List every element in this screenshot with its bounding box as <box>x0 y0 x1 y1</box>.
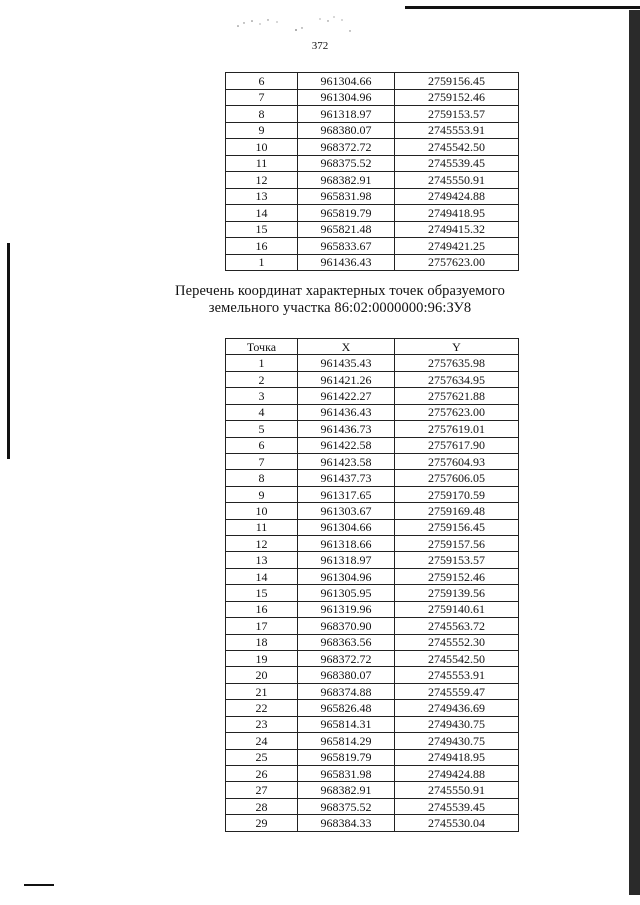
cell-point: 14 <box>226 568 298 584</box>
cell-x: 968382.91 <box>298 782 395 798</box>
table-row <box>226 733 519 749</box>
cell-y: 2759169.48 <box>395 503 519 519</box>
table-row <box>226 122 519 139</box>
cell-point: 15 <box>226 221 298 238</box>
coordinates-table-continued <box>225 72 519 271</box>
cell-point: 23 <box>226 716 298 732</box>
cell-y: 2745530.04 <box>395 815 519 831</box>
table-row <box>226 536 519 552</box>
table-row <box>226 404 519 420</box>
cell-x: 961318.97 <box>298 106 395 123</box>
cell-y: 2757604.93 <box>395 453 519 469</box>
cell-x: 961421.26 <box>298 371 395 387</box>
cell-x: 965826.48 <box>298 700 395 716</box>
cell-point: 8 <box>226 106 298 123</box>
cell-y: 2745553.91 <box>395 667 519 683</box>
cell-point: 20 <box>226 667 298 683</box>
cell-x: 965831.98 <box>298 765 395 781</box>
cell-x: 961303.67 <box>298 503 395 519</box>
cell-point: 7 <box>226 89 298 106</box>
cell-x: 965814.29 <box>298 733 395 749</box>
cell-x: 961318.66 <box>298 536 395 552</box>
cell-point: 15 <box>226 585 298 601</box>
cell-point: 11 <box>226 155 298 172</box>
cell-x: 961304.96 <box>298 89 395 106</box>
cell-y: 2757617.90 <box>395 437 519 453</box>
table-row <box>226 139 519 156</box>
cell-point: 22 <box>226 700 298 716</box>
cell-y: 2749418.95 <box>395 205 519 222</box>
scan-artifact-right-edge <box>629 10 640 895</box>
cell-x: 965814.31 <box>298 716 395 732</box>
cell-x: 961304.66 <box>298 73 395 90</box>
coordinates-table <box>225 338 519 832</box>
cell-point: 1 <box>226 254 298 271</box>
cell-y: 2745539.45 <box>395 155 519 172</box>
cell-point: 6 <box>226 437 298 453</box>
table-row <box>226 683 519 699</box>
cell-x: 961422.27 <box>298 388 395 404</box>
cell-y: 2759152.46 <box>395 89 519 106</box>
cell-y: 2759156.45 <box>395 73 519 90</box>
table-row <box>226 667 519 683</box>
cell-x: 968372.72 <box>298 139 395 156</box>
table-row <box>226 437 519 453</box>
cell-y: 2749424.88 <box>395 765 519 781</box>
cell-point: 8 <box>226 470 298 486</box>
cell-y: 2757621.88 <box>395 388 519 404</box>
table-row <box>226 470 519 486</box>
table-row <box>226 453 519 469</box>
cell-y: 2745539.45 <box>395 798 519 814</box>
table-body <box>226 73 519 271</box>
cell-point: 27 <box>226 782 298 798</box>
cell-point: 10 <box>226 503 298 519</box>
header-y: Y <box>395 339 519 355</box>
cell-point: 9 <box>226 122 298 139</box>
cell-y: 2745553.91 <box>395 122 519 139</box>
scan-artifact-left-bar <box>7 243 10 459</box>
table-row <box>226 106 519 123</box>
cell-x: 965819.79 <box>298 749 395 765</box>
scan-artifact-bottom-mark <box>24 884 54 886</box>
cell-point: 14 <box>226 205 298 222</box>
cell-point: 12 <box>226 536 298 552</box>
header-x: X <box>298 339 395 355</box>
cell-point: 12 <box>226 172 298 189</box>
cell-point: 2 <box>226 371 298 387</box>
cell-y: 2749436.69 <box>395 700 519 716</box>
cell-y: 2757619.01 <box>395 421 519 437</box>
cell-y: 2745559.47 <box>395 683 519 699</box>
table-row <box>226 89 519 106</box>
page-number: 372 <box>311 40 329 52</box>
table-row <box>226 221 519 238</box>
cell-y: 2757623.00 <box>395 254 519 271</box>
cell-y: 2749430.75 <box>395 733 519 749</box>
cell-x: 961435.43 <box>298 355 395 371</box>
cell-point: 29 <box>226 815 298 831</box>
cell-point: 10 <box>226 139 298 156</box>
cell-y: 2759153.57 <box>395 552 519 568</box>
cell-x: 961436.43 <box>298 404 395 420</box>
cell-point: 17 <box>226 618 298 634</box>
cell-point: 7 <box>226 453 298 469</box>
cell-x: 961436.73 <box>298 421 395 437</box>
cell-y: 2759153.57 <box>395 106 519 123</box>
cell-y: 2759140.61 <box>395 601 519 617</box>
cell-y: 2749421.25 <box>395 238 519 255</box>
cell-y: 2749430.75 <box>395 716 519 732</box>
section-heading-line-1: Перечень координат характерных точек образуемого <box>175 283 505 299</box>
cell-x: 968380.07 <box>298 122 395 139</box>
cell-point: 1 <box>226 355 298 371</box>
cell-x: 961422.58 <box>298 437 395 453</box>
cell-y: 2757635.98 <box>395 355 519 371</box>
cell-y: 2757623.00 <box>395 404 519 420</box>
cell-y: 2745542.50 <box>395 651 519 667</box>
scan-artifact-specks <box>230 12 360 34</box>
table-row <box>226 765 519 781</box>
table-row <box>226 421 519 437</box>
cell-point: 28 <box>226 798 298 814</box>
table-row <box>226 355 519 371</box>
cell-x: 961437.73 <box>298 470 395 486</box>
table-row <box>226 486 519 502</box>
cell-point: 6 <box>226 73 298 90</box>
cell-x: 968363.56 <box>298 634 395 650</box>
cell-point: 5 <box>226 421 298 437</box>
cell-y: 2745542.50 <box>395 139 519 156</box>
cell-y: 2759139.56 <box>395 585 519 601</box>
cell-point: 3 <box>226 388 298 404</box>
cell-y: 2749424.88 <box>395 188 519 205</box>
table-row <box>226 519 519 535</box>
cell-x: 968384.33 <box>298 815 395 831</box>
cell-point: 25 <box>226 749 298 765</box>
cell-x: 961305.95 <box>298 585 395 601</box>
cell-x: 968375.52 <box>298 798 395 814</box>
table-row <box>226 716 519 732</box>
table-row <box>226 798 519 814</box>
table-row <box>226 238 519 255</box>
table-row <box>226 552 519 568</box>
cell-point: 11 <box>226 519 298 535</box>
cell-y: 2749418.95 <box>395 749 519 765</box>
table-row <box>226 585 519 601</box>
table-row <box>226 188 519 205</box>
cell-point: 21 <box>226 683 298 699</box>
table-row <box>226 503 519 519</box>
table-header <box>226 339 519 355</box>
table-row <box>226 254 519 271</box>
cell-x: 965821.48 <box>298 221 395 238</box>
table-row <box>226 388 519 404</box>
cell-point: 4 <box>226 404 298 420</box>
header-point: Точка <box>226 339 298 355</box>
cell-x: 961436.43 <box>298 254 395 271</box>
cell-point: 19 <box>226 651 298 667</box>
cell-y: 2745550.91 <box>395 782 519 798</box>
table-row <box>226 601 519 617</box>
table-row <box>226 749 519 765</box>
cell-point: 16 <box>226 238 298 255</box>
cell-y: 2757606.05 <box>395 470 519 486</box>
header-row <box>226 339 519 355</box>
table-row <box>226 700 519 716</box>
cell-point: 26 <box>226 765 298 781</box>
table-row <box>226 172 519 189</box>
cell-x: 968380.07 <box>298 667 395 683</box>
cell-y: 2745550.91 <box>395 172 519 189</box>
cell-y: 2759170.59 <box>395 486 519 502</box>
cell-y: 2759157.56 <box>395 536 519 552</box>
table-body <box>226 355 519 831</box>
table-row <box>226 634 519 650</box>
table-row <box>226 205 519 222</box>
cell-x: 968382.91 <box>298 172 395 189</box>
cell-point: 13 <box>226 188 298 205</box>
cell-x: 961317.65 <box>298 486 395 502</box>
cell-point: 9 <box>226 486 298 502</box>
cell-y: 2745563.72 <box>395 618 519 634</box>
cell-x: 961304.96 <box>298 568 395 584</box>
cell-x: 968374.88 <box>298 683 395 699</box>
cell-x: 961423.58 <box>298 453 395 469</box>
cell-x: 965833.67 <box>298 238 395 255</box>
table-row <box>226 651 519 667</box>
cell-point: 16 <box>226 601 298 617</box>
cell-y: 2757634.95 <box>395 371 519 387</box>
cell-x: 961319.96 <box>298 601 395 617</box>
table-row <box>226 155 519 172</box>
table-row <box>226 618 519 634</box>
cell-x: 961304.66 <box>298 519 395 535</box>
cell-y: 2745552.30 <box>395 634 519 650</box>
section-heading-line-2: земельного участка 86:02:0000000:96:ЗУ8 <box>208 300 472 316</box>
cell-x: 965831.98 <box>298 188 395 205</box>
table-row <box>226 568 519 584</box>
cell-x: 961318.97 <box>298 552 395 568</box>
cell-y: 2759152.46 <box>395 568 519 584</box>
cell-y: 2759156.45 <box>395 519 519 535</box>
cell-point: 24 <box>226 733 298 749</box>
table-row <box>226 815 519 831</box>
cell-y: 2749415.32 <box>395 221 519 238</box>
table-row <box>226 371 519 387</box>
cell-point: 18 <box>226 634 298 650</box>
table-row <box>226 782 519 798</box>
cell-point: 13 <box>226 552 298 568</box>
cell-x: 968375.52 <box>298 155 395 172</box>
scan-artifact-top-rule <box>405 6 640 9</box>
table-row <box>226 73 519 90</box>
cell-x: 965819.79 <box>298 205 395 222</box>
cell-x: 968372.72 <box>298 651 395 667</box>
cell-x: 968370.90 <box>298 618 395 634</box>
